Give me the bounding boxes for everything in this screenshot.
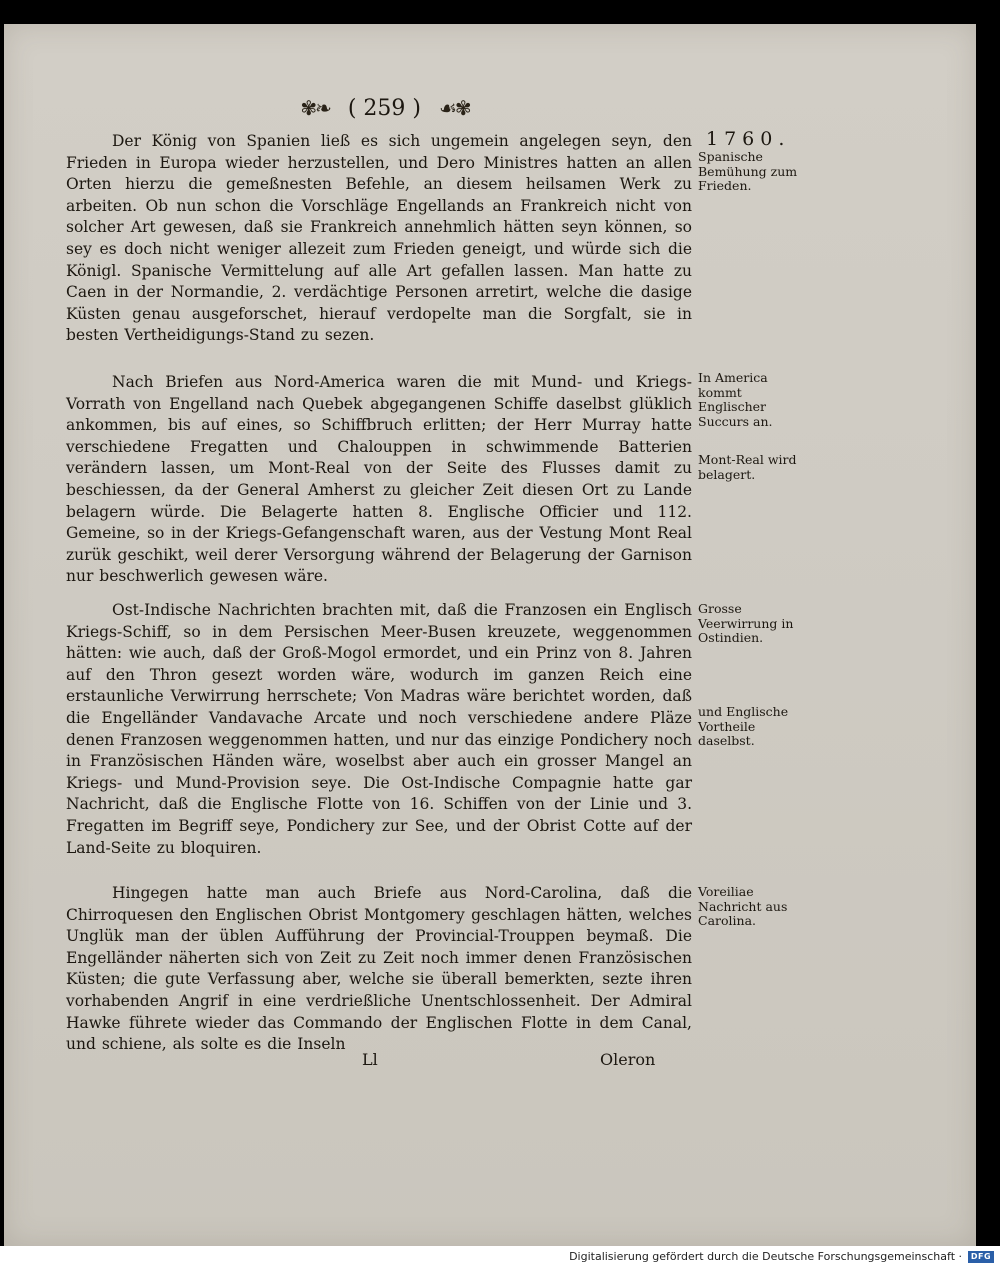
catchword: Oleron [600,1050,656,1069]
dfg-logo-icon[interactable]: DFG [968,1251,994,1263]
year-heading: 1760. [706,128,791,150]
funding-notice: Digitalisierung gefördert durch die Deutsche Forschungsgemeinschaft · [569,1250,962,1263]
margin-note: Spanische Bemühung zum Frieden. [698,149,798,193]
margin-note: In America kommt Englischer Succurs an. [698,370,773,429]
margin-note: Voreiliae Nachricht aus Carolina. [698,884,788,928]
margin-note: und Englische Vortheile daselbst. [698,704,789,748]
margin-note: Mont-Real wird belagert. [698,452,797,482]
paragraph: Nach Briefen aus Nord-America waren die mit Mund- und Kriegs-Vorrath von Engelland nach Quebek abgegangenen Schiffe daselbst glüklich ankommen, bis auf eines, so Schiffbruch erlitten; der Herr Murray hatte verschiedene Fregatten und Chalouppen in schwimmende Batterien verändern lassen, um Mont-Real von der Seite des Flusses damit zu beschiessen, da der General Amherst zu gleicher Zeit diesen Ort zu Lande belagern würde. Die Belagerte hatten 8. Englische Officier und 112. Gemeine, so in der Kriegs-Gefangenschaft waren, aus der Vestung Mont Real zurük geschikt, weil derer Versorgung während der Belagerung der Garnison nur beschwerlich gewesen wäre. [66,373,692,586]
signature-mark: Ll [362,1050,378,1069]
margin-note: Grosse Veerwirrung in Ostindien. [698,601,794,645]
paragraph: Hingegen hatte man auch Briefe aus Nord-Carolina, daß die Chirroquesen den Englischen Obrist Montgomery geschlagen hätten, welches Unglük man der üblen Aufführung der Provincial-Trouppen beymaß. Die Engelländer näherten sich von Zeit zu Zeit noch immer denen Französischen Küsten; die gute Verfassung aber, welche sie überall bemerkten, sezte ihren vorhabenden Angrif in eine verdrießliche Unentschlossenheit. Der Admiral Hawke führete wieder das Commando der Englischen Flotte in dem Canal, und schiene, als solte es die Inseln [66,884,692,1054]
page-header [270,94,500,122]
paragraph: Der König von Spanien ließ es sich ungemein angelegen seyn, den Frieden in Europa wieder herzustellen, und Dero Ministres hatten an allen Orten hierzu die gemeßnesten Befehle, an diesem heilsamen Werk zu arbeiten. Ob nun schon die Vorschläge Engellands an Frankreich nicht von solcher Art gewesen, daß sie Frankreich annehmlich hätten seyn können, so sey es doch nicht weniger allezeit zum Frieden geneigt, und würde sich die Königl. Spanische Vermittelung auf alle Art gefallen lassen. Man hatte zu Caen in der Normandie, 2. verdächtige Personen arretirt, welche die dasige Küsten genau ausgeforschet, hierauf verdopelte man die Sorgfalt, sie in besten Vertheidigungs-Stand zu sezen. [66,132,692,345]
ornament-right-icon: ☙✾ [438,96,470,120]
paragraph: Ost-Indische Nachrichten brachten mit, daß die Franzosen ein Englisch Kriegs-Schiff, so in dem Persischen Meer-Busen kreuzete, weggenommen hätten: wie auch, daß der Groß-Mogol ermordet, und ein Prinz von 8. Jahren auf den Thron gesezt worden wäre, wodurch im ganzen Reich eine erstaunliche Verwirrung herrschete; Von Madras wäre berichtet worden, daß die Engelländer Vandavache Arcate und noch verschiedene andere Pläze denen Franzosen weggenommen hatten, und nur das einzige Pondichery noch in Französischen Händen wäre, woselbst aber auch ein grosser Mangel an Kriegs- und Mund-Provision seye. Die Ost-Indische Compagnie hatte gar Nachricht, daß die Englische Flotte von 16. Schiffen von der Linie und 3. Fregatten im Begriff seye, Pondichery zur See, und der Obrist Cotte auf der Land-Seite zu bloquiren. [66,601,692,857]
ornament-left-icon: ✾❧ [300,96,330,120]
footer-bar [0,1246,1000,1267]
page-number: ( 259 ) [347,95,421,121]
